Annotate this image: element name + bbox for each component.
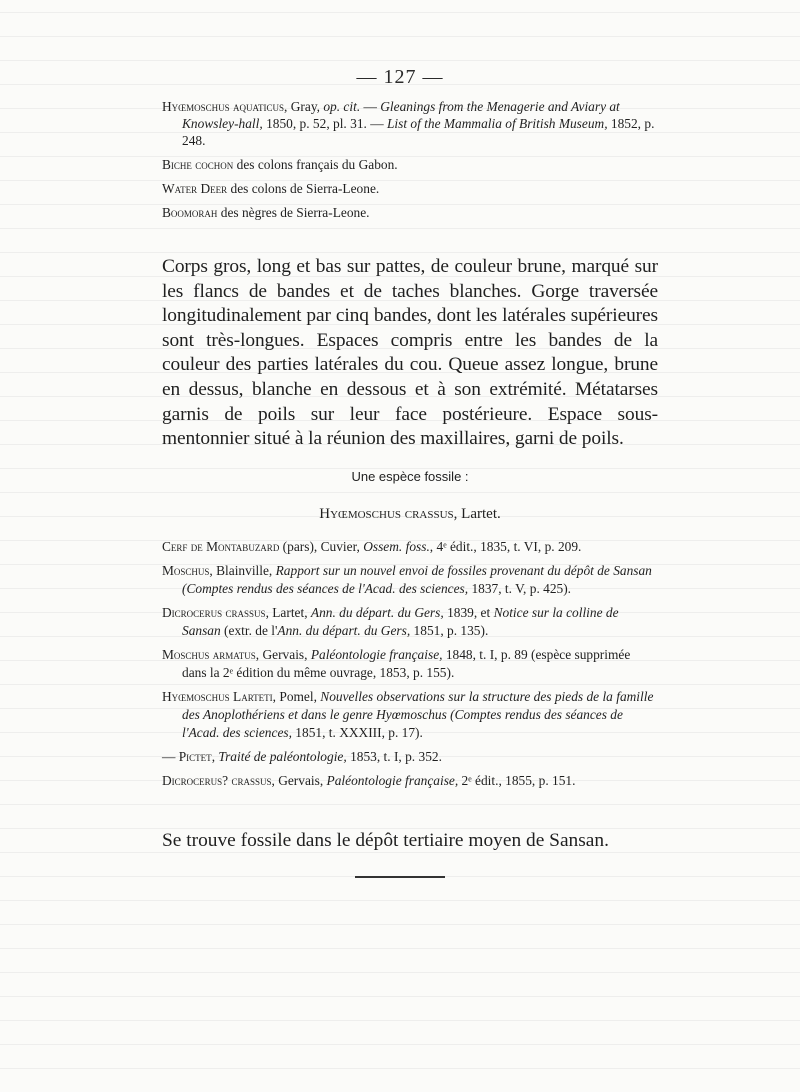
synonym-entry: Hyœmoschus aquaticus, Gray, op. cit. — Gleanings from the Menagerie and Aviary at Knowsley-hall, 1850, p. 52, pl. 31. — List of the Mammalia of British Museum, 1852, p. 248. — [162, 99, 655, 148]
citation-text: , — [211, 749, 219, 764]
vernacular-name: Water Deer des colons de Sierra-Leone. — [162, 181, 380, 196]
synonym-entry — [162, 538, 658, 556]
closing-sentence: Se trouve fossile dans le dépôt tertiaire moyen de Sansan. — [162, 830, 609, 851]
citation-text: 1837, t. V, p. 425). — [468, 581, 572, 596]
citation-text: , Gervais, — [271, 773, 327, 788]
citation-title: Paléontologie française, — [326, 773, 459, 788]
citation-text: , 4ᵉ édit., 1835, t. VI, p. 209. — [429, 539, 582, 554]
vernacular-name: Biche cochon des colons français du Gabon. — [162, 157, 398, 172]
citation-text: , Lartet, — [265, 605, 311, 620]
citation-text: 1839, et — [443, 605, 494, 620]
synonym-entry — [162, 748, 658, 766]
citation-text: (extr. de l' — [220, 623, 278, 638]
fossil-heading: Une espèce fossile : — [351, 469, 469, 484]
section-divider — [355, 876, 445, 878]
taxon-name: Cerf de Montabuzard — [162, 539, 280, 554]
species-description: Corps gros, long et bas sur pattes, de couleur brune, marqué sur les flancs de bandes et de taches blanches. Gorge traversée longitudinalement par cinq bandes, dont les latérales supérieures sont très-longues. Espaces compris entre les bandes de la couleur des parties latérales du cou. Queue assez longue, brune en dessus, blanche en dessous et à son extrémité. Métatarses garnis de poils sur leur face postérieure. Espace sous-mentonnier situé à la réunion des maxillaires, garni de poils. — [162, 256, 658, 450]
taxon-name: — Pictet — [162, 749, 212, 764]
taxon-name: Moschus armatus — [162, 647, 256, 662]
header-synonymy — [162, 98, 658, 221]
taxon-name: Dicrocerus crassus — [162, 605, 266, 620]
synonym-entry — [162, 604, 658, 640]
vernacular-name: Boomorah des nègres de Sierra-Leone. — [162, 205, 370, 220]
fossil-synonymy-list — [162, 538, 658, 790]
synonym-entry — [162, 688, 658, 742]
citation-title: Ann. du départ. du Gers, — [310, 605, 444, 620]
taxon-name: Hyœmoschus aquaticus — [162, 99, 285, 114]
citation-title: Nouvelles observations sur la structure des pieds de la famille des Anoplothériens et dans le genre Hyœmoschus (Comptes rendus des séances de l'Acad. des sciences, — [182, 689, 654, 740]
citation-text: , Gervais, — [255, 647, 311, 662]
citation-title: Notice sur la colline de Sansan — [182, 605, 619, 638]
synonym-entry — [162, 772, 658, 790]
taxon-name: Dicrocerus? crassus — [162, 773, 272, 788]
citation-title: Ann. du départ. du Gers, — [277, 623, 411, 638]
synonym-entry — [162, 562, 658, 598]
citation-text: (pars), Cuvier, — [279, 539, 364, 554]
page-number: — 127 — — [356, 66, 444, 88]
citation-text: 2ᵉ édit., 1855, p. 151. — [458, 773, 576, 788]
citation-text: 1853, t. I, p. 352. — [346, 749, 442, 764]
citation-text: 1851, t. XXXIII, p. 17). — [291, 725, 423, 740]
citation-title: Ossem. foss. — [363, 539, 430, 554]
fossil-species-title: Hyœmoschus crassus, Lartet. — [319, 506, 501, 522]
taxon-name: Hyœmoschus Larteti — [162, 689, 273, 704]
citation-title: Paléontologie française, — [310, 647, 443, 662]
taxon-name: Moschus — [162, 563, 210, 578]
citation-text: , Blainville, — [209, 563, 276, 578]
citation-text: , Pomel, — [272, 689, 321, 704]
citation-title: Rapport sur un nouvel envoi de fossiles provenant du dépôt de Sansan (Comptes rendus des séances de l'Acad. des sciences, — [182, 563, 652, 596]
synonym-entry — [162, 646, 658, 682]
citation-text: 1848, t. I, p. 89 (espèce supprimée dans la 2ᵉ édition du même ouvrage, 1853, p. 155). — [182, 647, 631, 680]
citation-text: 1851, p. 135). — [410, 623, 489, 638]
citation-title: Traité de paléontologie, — [218, 749, 347, 764]
